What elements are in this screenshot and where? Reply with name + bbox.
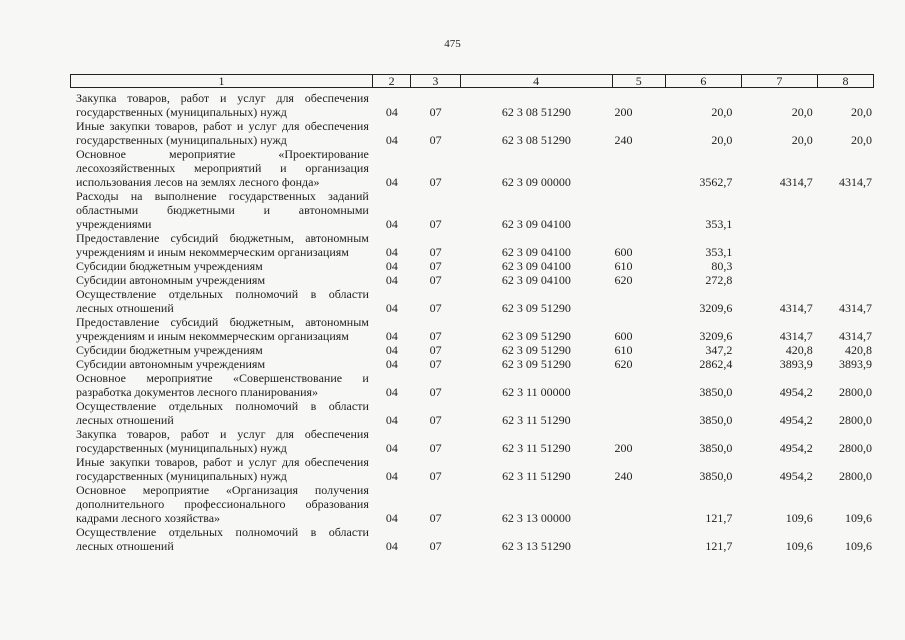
row-name: Основное мероприятие «Проектирование лесохозяйственных мероприятий и организация использования лесов на землях лесного фонда» xyxy=(76,147,369,189)
row-c4: 62 3 09 04100 xyxy=(501,259,571,273)
row-c6: 3850,0 xyxy=(699,441,733,455)
row-c3: 07 xyxy=(429,175,442,189)
row-c7: 4954,2 xyxy=(779,441,813,455)
row-c8: 420,8 xyxy=(844,343,872,357)
row-c2: 04 xyxy=(385,329,398,343)
row-name: Иные закупки товаров, работ и услуг для обеспечения государственных (муниципальных) нужд xyxy=(76,455,369,483)
row-c6: 272,8 xyxy=(705,273,733,287)
row-c8: 2800,0 xyxy=(838,469,872,483)
row-c2: 04 xyxy=(385,441,398,455)
row-c4: 62 3 13 51290 xyxy=(501,539,571,553)
row-name: Субсидии автономным учреждениям xyxy=(76,273,266,287)
row-c2: 04 xyxy=(385,539,398,553)
row-name: Предоставление субсидий бюджетным, автономным учреждениям и иным некоммерческим организациям xyxy=(76,315,369,343)
header-col-6: 6 xyxy=(666,75,742,87)
row-c4: 62 3 08 51290 xyxy=(501,133,571,147)
row-c6: 20,0 xyxy=(711,105,733,119)
table-row xyxy=(70,91,874,119)
row-c4: 62 3 09 51290 xyxy=(501,357,571,371)
row-c2: 04 xyxy=(385,511,398,525)
row-c2: 04 xyxy=(385,357,398,371)
row-name: Предоставление субсидий бюджетным, автономным учреждениям и иным некоммерческим организациям xyxy=(76,231,369,259)
row-c8: 20,0 xyxy=(850,105,872,119)
header-col-8: 8 xyxy=(842,74,849,88)
row-c2: 04 xyxy=(385,273,398,287)
row-c3: 07 xyxy=(429,259,442,273)
row-name: Расходы на выполнение государственных заданий областными бюджетными и автономными учреждениями xyxy=(76,189,369,231)
table-row xyxy=(70,371,874,399)
row-c6: 80,3 xyxy=(711,259,733,273)
row-c2: 04 xyxy=(385,259,398,273)
table-row xyxy=(70,273,874,287)
row-c5: 600 xyxy=(614,245,633,259)
row-c5: 200 xyxy=(614,441,633,455)
row-c4: 62 3 09 04100 xyxy=(501,245,571,259)
row-name: Субсидии автономным учреждениям xyxy=(76,357,266,371)
row-c8: 109,6 xyxy=(844,539,872,553)
header-col-7: 7 xyxy=(742,75,818,87)
header-col-1: 1 xyxy=(71,75,373,87)
row-name: Основное мероприятие «Совершенствование и разработка документов лесного планирования» xyxy=(76,371,369,399)
table-row xyxy=(70,189,874,231)
row-c7: 20,0 xyxy=(791,105,813,119)
table-row xyxy=(70,315,874,343)
row-c2: 04 xyxy=(385,105,398,119)
row-c7: 4954,2 xyxy=(779,413,813,427)
row-c4: 62 3 13 00000 xyxy=(501,511,571,525)
row-c6: 3850,0 xyxy=(699,413,733,427)
row-name: Закупка товаров, работ и услуг для обеспечения государственных (муниципальных) нужд xyxy=(76,91,369,119)
row-c2: 04 xyxy=(385,245,398,259)
row-c5: 600 xyxy=(614,329,633,343)
table-row xyxy=(70,259,874,273)
row-c3: 07 xyxy=(429,539,442,553)
row-c5: 610 xyxy=(614,343,633,357)
row-c7: 420,8 xyxy=(785,343,813,357)
table-row xyxy=(70,343,874,357)
row-c3: 07 xyxy=(429,441,442,455)
row-c7: 109,6 xyxy=(785,511,813,525)
row-c4: 62 3 11 51290 xyxy=(502,469,571,483)
row-c8: 2800,0 xyxy=(838,441,872,455)
row-c6: 20,0 xyxy=(711,133,733,147)
row-c6: 353,1 xyxy=(705,217,733,231)
row-c8: 20,0 xyxy=(850,133,872,147)
row-c5: 240 xyxy=(614,133,633,147)
row-c7: 20,0 xyxy=(791,133,813,147)
row-c6: 2862,4 xyxy=(699,357,733,371)
row-c4: 62 3 09 00000 xyxy=(501,175,571,189)
row-c7: 3893,9 xyxy=(779,357,813,371)
table-header xyxy=(70,74,874,88)
row-name: Основное мероприятие «Организация получения дополнительного профессионального образования кадрами лесного хозяйства» xyxy=(76,483,369,525)
row-c4: 62 3 09 51290 xyxy=(501,329,571,343)
row-c6: 3850,0 xyxy=(699,385,733,399)
row-c7: 109,6 xyxy=(785,539,813,553)
row-name: Осуществление отдельных полномочий в области лесных отношений xyxy=(76,525,369,553)
header-col-2: 2 xyxy=(373,75,411,87)
row-c7: 4954,2 xyxy=(779,469,813,483)
row-c6: 3562,7 xyxy=(699,175,733,189)
table-row xyxy=(70,483,874,525)
row-c5: 620 xyxy=(614,357,633,371)
header-col-4: 4 xyxy=(461,75,613,87)
row-c4: 62 3 08 51290 xyxy=(501,105,571,119)
row-c2: 04 xyxy=(385,217,398,231)
row-c4: 62 3 09 04100 xyxy=(501,217,571,231)
table-body xyxy=(70,91,874,553)
row-c7: 4314,7 xyxy=(779,175,813,189)
row-name: Осуществление отдельных полномочий в области лесных отношений xyxy=(76,399,369,427)
row-c4: 62 3 11 51290 xyxy=(502,413,571,427)
row-c4: 62 3 11 00000 xyxy=(502,385,571,399)
table-row xyxy=(70,455,874,483)
page-number: 475 xyxy=(444,38,461,50)
table-row xyxy=(70,399,874,427)
row-c3: 07 xyxy=(429,133,442,147)
row-c3: 07 xyxy=(429,329,442,343)
row-c8: 109,6 xyxy=(844,511,872,525)
row-c2: 04 xyxy=(385,413,398,427)
row-name: Иные закупки товаров, работ и услуг для обеспечения государственных (муниципальных) нужд xyxy=(76,119,369,147)
row-c2: 04 xyxy=(385,469,398,483)
table-row xyxy=(70,231,874,259)
table-row xyxy=(70,119,874,147)
row-c2: 04 xyxy=(385,385,398,399)
row-c2: 04 xyxy=(385,175,398,189)
row-c8: 3893,9 xyxy=(838,357,872,371)
row-c8: 4314,7 xyxy=(838,301,872,315)
row-c8: 4314,7 xyxy=(838,175,872,189)
row-c8: 2800,0 xyxy=(838,385,872,399)
row-c4: 62 3 09 51290 xyxy=(501,343,571,357)
row-c6: 353,1 xyxy=(705,245,733,259)
table-row xyxy=(70,525,874,553)
row-c6: 121,7 xyxy=(705,539,733,553)
row-c5: 610 xyxy=(614,259,633,273)
row-c8: 4314,7 xyxy=(838,329,872,343)
row-c2: 04 xyxy=(385,301,398,315)
row-c3: 07 xyxy=(429,413,442,427)
row-c3: 07 xyxy=(429,511,442,525)
header-col-5: 5 xyxy=(613,75,666,87)
row-c6: 347,2 xyxy=(705,343,733,357)
row-c6: 121,7 xyxy=(705,511,733,525)
row-c3: 07 xyxy=(429,343,442,357)
row-c2: 04 xyxy=(385,133,398,147)
row-c6: 3209,6 xyxy=(699,329,733,343)
row-name: Закупка товаров, работ и услуг для обеспечения государственных (муниципальных) нужд xyxy=(76,427,369,455)
row-name: Осуществление отдельных полномочий в области лесных отношений xyxy=(76,287,369,315)
row-c6: 3850,0 xyxy=(699,469,733,483)
row-c8: 2800,0 xyxy=(838,413,872,427)
table-row xyxy=(70,147,874,189)
row-c3: 07 xyxy=(429,357,442,371)
row-c3: 07 xyxy=(429,385,442,399)
row-c4: 62 3 11 51290 xyxy=(502,441,571,455)
row-c3: 07 xyxy=(429,217,442,231)
table-row xyxy=(70,427,874,455)
row-name: Субсидии бюджетным учреждениям xyxy=(76,259,263,273)
row-c2: 04 xyxy=(385,343,398,357)
table-row xyxy=(70,287,874,315)
row-c4: 62 3 09 04100 xyxy=(501,273,571,287)
row-c3: 07 xyxy=(429,273,442,287)
row-c3: 07 xyxy=(429,469,442,483)
row-c7: 4314,7 xyxy=(779,301,813,315)
row-c5: 620 xyxy=(614,273,633,287)
row-c3: 07 xyxy=(429,301,442,315)
row-name: Субсидии бюджетным учреждениям xyxy=(76,343,263,357)
table-row xyxy=(70,357,874,371)
header-col-3: 3 xyxy=(411,75,460,87)
row-c3: 07 xyxy=(429,105,442,119)
row-c7: 4314,7 xyxy=(779,329,813,343)
row-c4: 62 3 09 51290 xyxy=(501,301,571,315)
row-c5: 200 xyxy=(614,105,633,119)
row-c5: 240 xyxy=(614,469,633,483)
row-c6: 3209,6 xyxy=(699,301,733,315)
row-c3: 07 xyxy=(429,245,442,259)
row-c7: 4954,2 xyxy=(779,385,813,399)
